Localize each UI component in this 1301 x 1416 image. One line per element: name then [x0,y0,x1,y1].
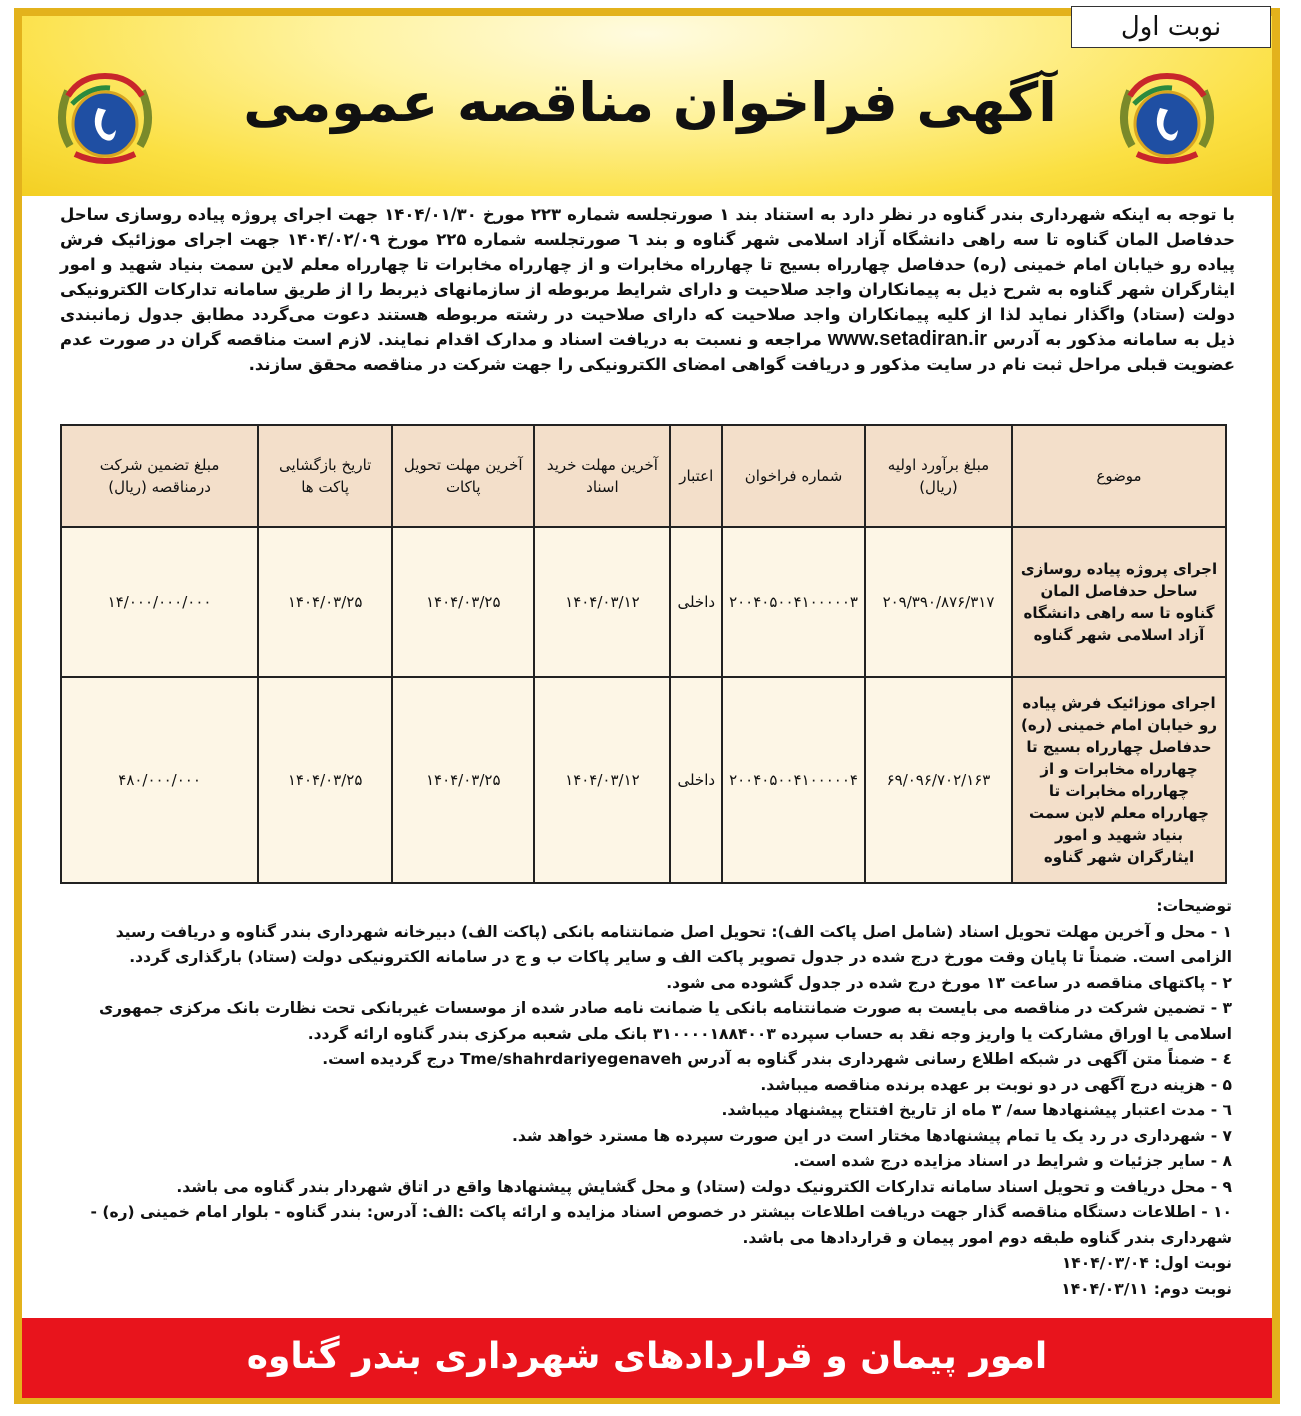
second-round-date: ۱۴۰۴/۰۳/۱۱ [1061,1279,1149,1298]
second-round-label: نوبت دوم: [1153,1279,1232,1298]
header-guarantee: مبلغ تضمین شرکت درمناقصه (ریال) [61,425,258,527]
row-call-number: ۲۰۰۴۰۵۰۰۴۱۰۰۰۰۰۳ [722,527,865,677]
row-opening-date: ۱۴۰۴/۰۳/۲۵ [258,527,392,677]
first-round-date: ۱۴۰۴/۰۳/۰۴ [1061,1254,1149,1272]
intro-paragraph [60,202,1235,377]
round-badge: نوبت اول [1071,6,1271,48]
table-row [61,677,1226,883]
first-round [60,1251,1232,1277]
note-item: ٦ - مدت اعتبار پیشنهادها سه/ ۳ ماه از تاریخ افتتاح پیشنهاد میباشد. [721,1101,1232,1119]
note-item: ۹ - محل دریافت و تحویل اسناد سامانه تدارکات الکترونیک دولت (ستاد) و محل گشایش پیشنهادها واقع در اتاق شهردار بندر گناوه می باشد. [176,1177,1232,1196]
note-item: ٤ - ضمناً متن آگهی در شبکه اطلاع رسانی شهرداری بندر گناوه به آدرس Tme/shahrdariyegenaveh درج گردیده است. [322,1050,1232,1068]
intro-text-end: مراجعه و نسبت به دریافت اسناد و مدارک اقدام نمایند. لازم است مناقصه گران در صورت عدم عضویت قبلی مراحل ثبت نام در سایت مذکور و دریافت گواهی امضای الکترونیکی را جهت شرکت در مناقصه محقق سازند. [60,330,1235,374]
row-guarantee: ۴۸۰/۰۰۰/۰۰۰ [61,677,258,883]
note-item: ۷ - شهرداری در رد یک یا تمام پیشنهادها مختار است در این صورت سپرده ها مسترد خواهد شد. [512,1126,1232,1145]
table-header-row [61,425,1226,527]
row-estimate: ۲۰۹/۳۹۰/۸۷۶/۳۱۷ [865,527,1012,677]
header-subject: موضوع [1012,425,1226,527]
row-call-number: ۲۰۰۴۰۵۰۰۴۱۰۰۰۰۰۴ [722,677,865,883]
table-row [61,527,1226,677]
note-item: ۱۰ - اطلاعات دستگاه مناقصه گذار جهت دریافت اطلاعات بیشتر در خصوص اسناد مزایده و ارائه پاکت :الف: آدرس: بندر گناوه - بلوار امام خمینی (ره) - شهرداری بندر گناوه طبقه دوم امور پیمان و قراردادها می باشد. [90,1203,1232,1247]
note-item: ۳ - تضمین شرکت در مناقصه می بایست به صورت ضمانتنامه بانکی یا ضمانت نامه صادر شده از موسسات غیربانکی تحت نظارت بانک مرکزی جمهوری اسلامی یا اوراق مشارکت یا واریز وجه نقد به حساب سپرده ۳۱۰۰۰۰۱۸۸۴۰۰۳ بانک ملی شعبه مرکزی بندر گناوه ارائه گردد. [99,999,1232,1043]
ad-title: آگهی فراخوان مناقصه عمومی [243,71,1057,134]
header-estimate: مبلغ برآورد اولیه (ریال) [865,425,1012,527]
header-call-number: شماره فراخوان [722,425,865,527]
header-credit: اعتبار [670,425,722,527]
municipality-emblem-icon [50,66,160,176]
setadiran-link[interactable]: www.setadiran.ir [827,328,988,350]
footer-banner: امور پیمان و قراردادهای شهرداری بندر گناوه [22,1318,1272,1398]
header-delivery-deadline: آخرین مهلت تحویل پاکات [392,425,534,527]
second-round [60,1277,1232,1303]
note-item: ۱ - محل و آخرین مهلت تحویل اسناد (شامل اصل پاکت الف): تحویل اصل ضمانتنامه بانکی (پاکت الف) دبیرخانه شهرداری بندر گناوه و دریافت رسید الزامی است. ضمناً تا پایان وقت مورخ درج شده در جدول تصویر پاکت الف و سایر پاکات ب و ج در سامانه الکترونیکی دولت (ستاد) بارگذاری گردد. [115,922,1232,966]
notes-heading: توضیحات: [1156,897,1232,915]
row-doc-deadline: ۱۴۰۴/۰۳/۱۲ [534,677,670,883]
row-estimate: ۶۹/۰۹۶/۷۰۲/۱۶۳ [865,677,1012,883]
row-guarantee: ۱۴/۰۰۰/۰۰۰/۰۰۰ [61,527,258,677]
tender-table [60,424,1227,884]
municipality-emblem-icon [1112,66,1222,176]
row-subject: اجرای پروژه پیاده روسازی ساحل حدفاصل المان گناوه تا سه راهی دانشگاه آزاد اسلامی شهر گناوه [1012,527,1226,677]
note-item: ۵ - هزینه درج آگهی در دو نوبت بر عهده برنده مناقصه میباشد. [760,1075,1232,1094]
note-item: ۸ - سایر جزئیات و شرایط در اسناد مزایده درج شده است. [793,1152,1232,1170]
first-round-label: نوبت اول: [1154,1254,1232,1272]
row-subject: اجرای موزائیک فرش پیاده رو خیابان امام خمینی (ره) حدفاصل چهارراه بسیج تا چهارراه مخابرات و از چهارراه مخابرات تا چهارراه معلم لاین سمت بنیاد شهید و امور ایثارگران شهر گناوه [1012,677,1226,883]
row-credit: داخلی [670,527,722,677]
header-doc-deadline: آخرین مهلت خرید اسناد [534,425,670,527]
header-opening-date: تاریخ بازگشایی پاکت ها [258,425,392,527]
row-delivery-deadline: ۱۴۰۴/۰۳/۲۵ [392,677,534,883]
row-doc-deadline: ۱۴۰۴/۰۳/۱۲ [534,527,670,677]
row-credit: داخلی [670,677,722,883]
note-item: ۲ - پاکتهای مناقصه در ساعت ۱۳ مورخ درج شده در جدول گشوده می شود. [666,973,1232,992]
row-opening-date: ۱۴۰۴/۰۳/۲۵ [258,677,392,883]
notes-section [60,894,1232,1302]
intro-text-start: با توجه به اینکه شهرداری بندر گناوه در نظر دارد به استناد بند ۱ صورتجلسه شماره ۲۲۳ مورخ ۱۴۰۴/۰۱/۳۰ جهت اجرای پروژه پیاده روسازی ساحل حدفاصل المان گناوه تا سه راهی دانشگاه آزاد اسلامی شهر گناوه و بند ٦ صورتجلسه شماره ۲۲۵ مورخ ۱۴۰۴/۰۲/۰۹ جهت اجرای موزائیک فرش پیاده رو خیابان امام خمینی (ره) حدفاصل چهارراه بسیج تا چهارراه مخابرات و از چهارراه مخابرات تا چهارراه معلم لاین سمت بنیاد شهید و امور ایثارگران شهر گناوه به شرح ذیل به پیمانکاران واجد صلاحیت و دارای شرایط مربوطه از سازمانهای ذیربط را از طریق سامانه تدارکات الکترونیکی دولت (ستاد) واگذار نماید لذا از کلیه پیمانکاران واجد صلاحیت که دارای صلاحیت در رشته مربوطه هستند دعوت می‌گردد مطابق جدول زمانبندی ذیل به سامانه مذکور به آدرس [60,205,1235,349]
row-delivery-deadline: ۱۴۰۴/۰۳/۲۵ [392,527,534,677]
